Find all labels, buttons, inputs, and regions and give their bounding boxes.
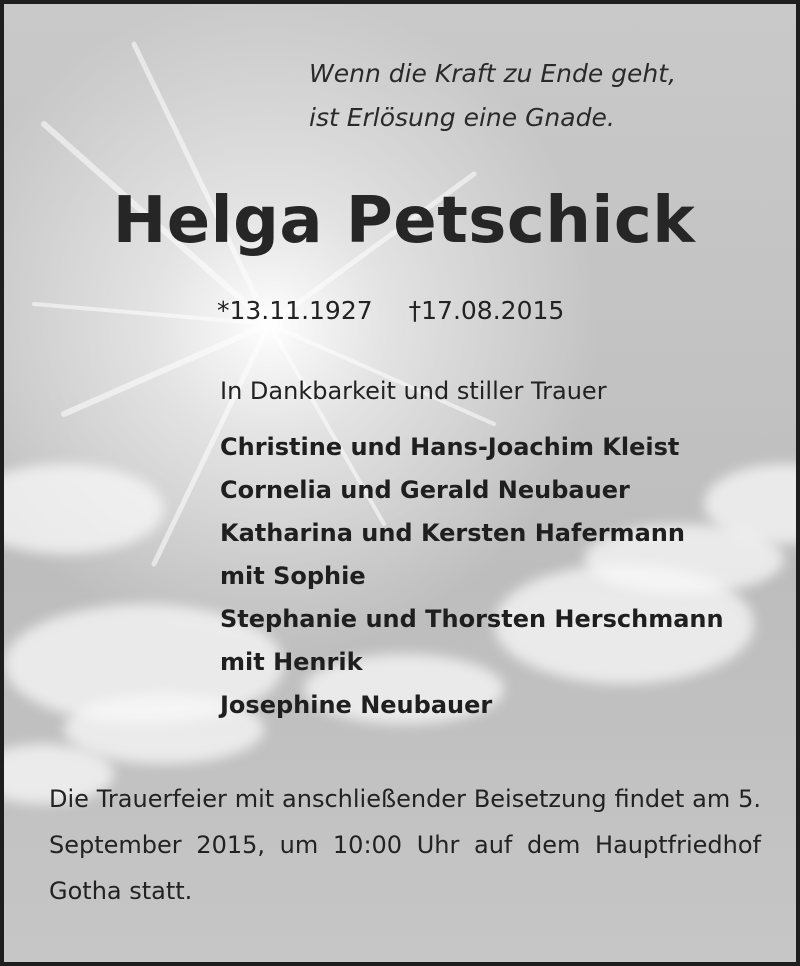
mourners-intro: In Dankbarkeit und stiller Trauer bbox=[220, 377, 607, 405]
mourner-line: Stephanie und Thorsten Herschmann bbox=[220, 605, 724, 633]
mourner-line: Josephine Neubauer bbox=[220, 691, 493, 719]
mourner-line: Katharina und Kersten Hafermann bbox=[220, 519, 685, 547]
death-date: †17.08.2015 bbox=[408, 296, 565, 325]
birth-date: *13.11.1927 bbox=[217, 296, 373, 325]
ceremony-info: Die Trauerfeier mit anschließender Beisetzung findet am 5. September 2015, um 10:00 Uhr auf dem Hauptfriedhof Gotha statt. bbox=[49, 785, 761, 905]
quote-line: Wenn die Kraft zu Ende geht, bbox=[309, 59, 677, 88]
notice-content bbox=[4, 4, 800, 966]
mourner-line: Christine und Hans-Joachim Kleist bbox=[220, 433, 680, 461]
mourner-line: mit Henrik bbox=[220, 648, 363, 676]
quote-line: ist Erlösung eine Gnade. bbox=[309, 103, 615, 132]
mourners-list bbox=[220, 426, 724, 727]
mourner-line: Cornelia und Gerald Neubauer bbox=[220, 476, 630, 504]
mourner-line: mit Sophie bbox=[220, 562, 366, 590]
memorial-quote bbox=[309, 52, 676, 140]
life-dates bbox=[217, 296, 564, 325]
deceased-name: Helga Petschick bbox=[112, 184, 696, 258]
